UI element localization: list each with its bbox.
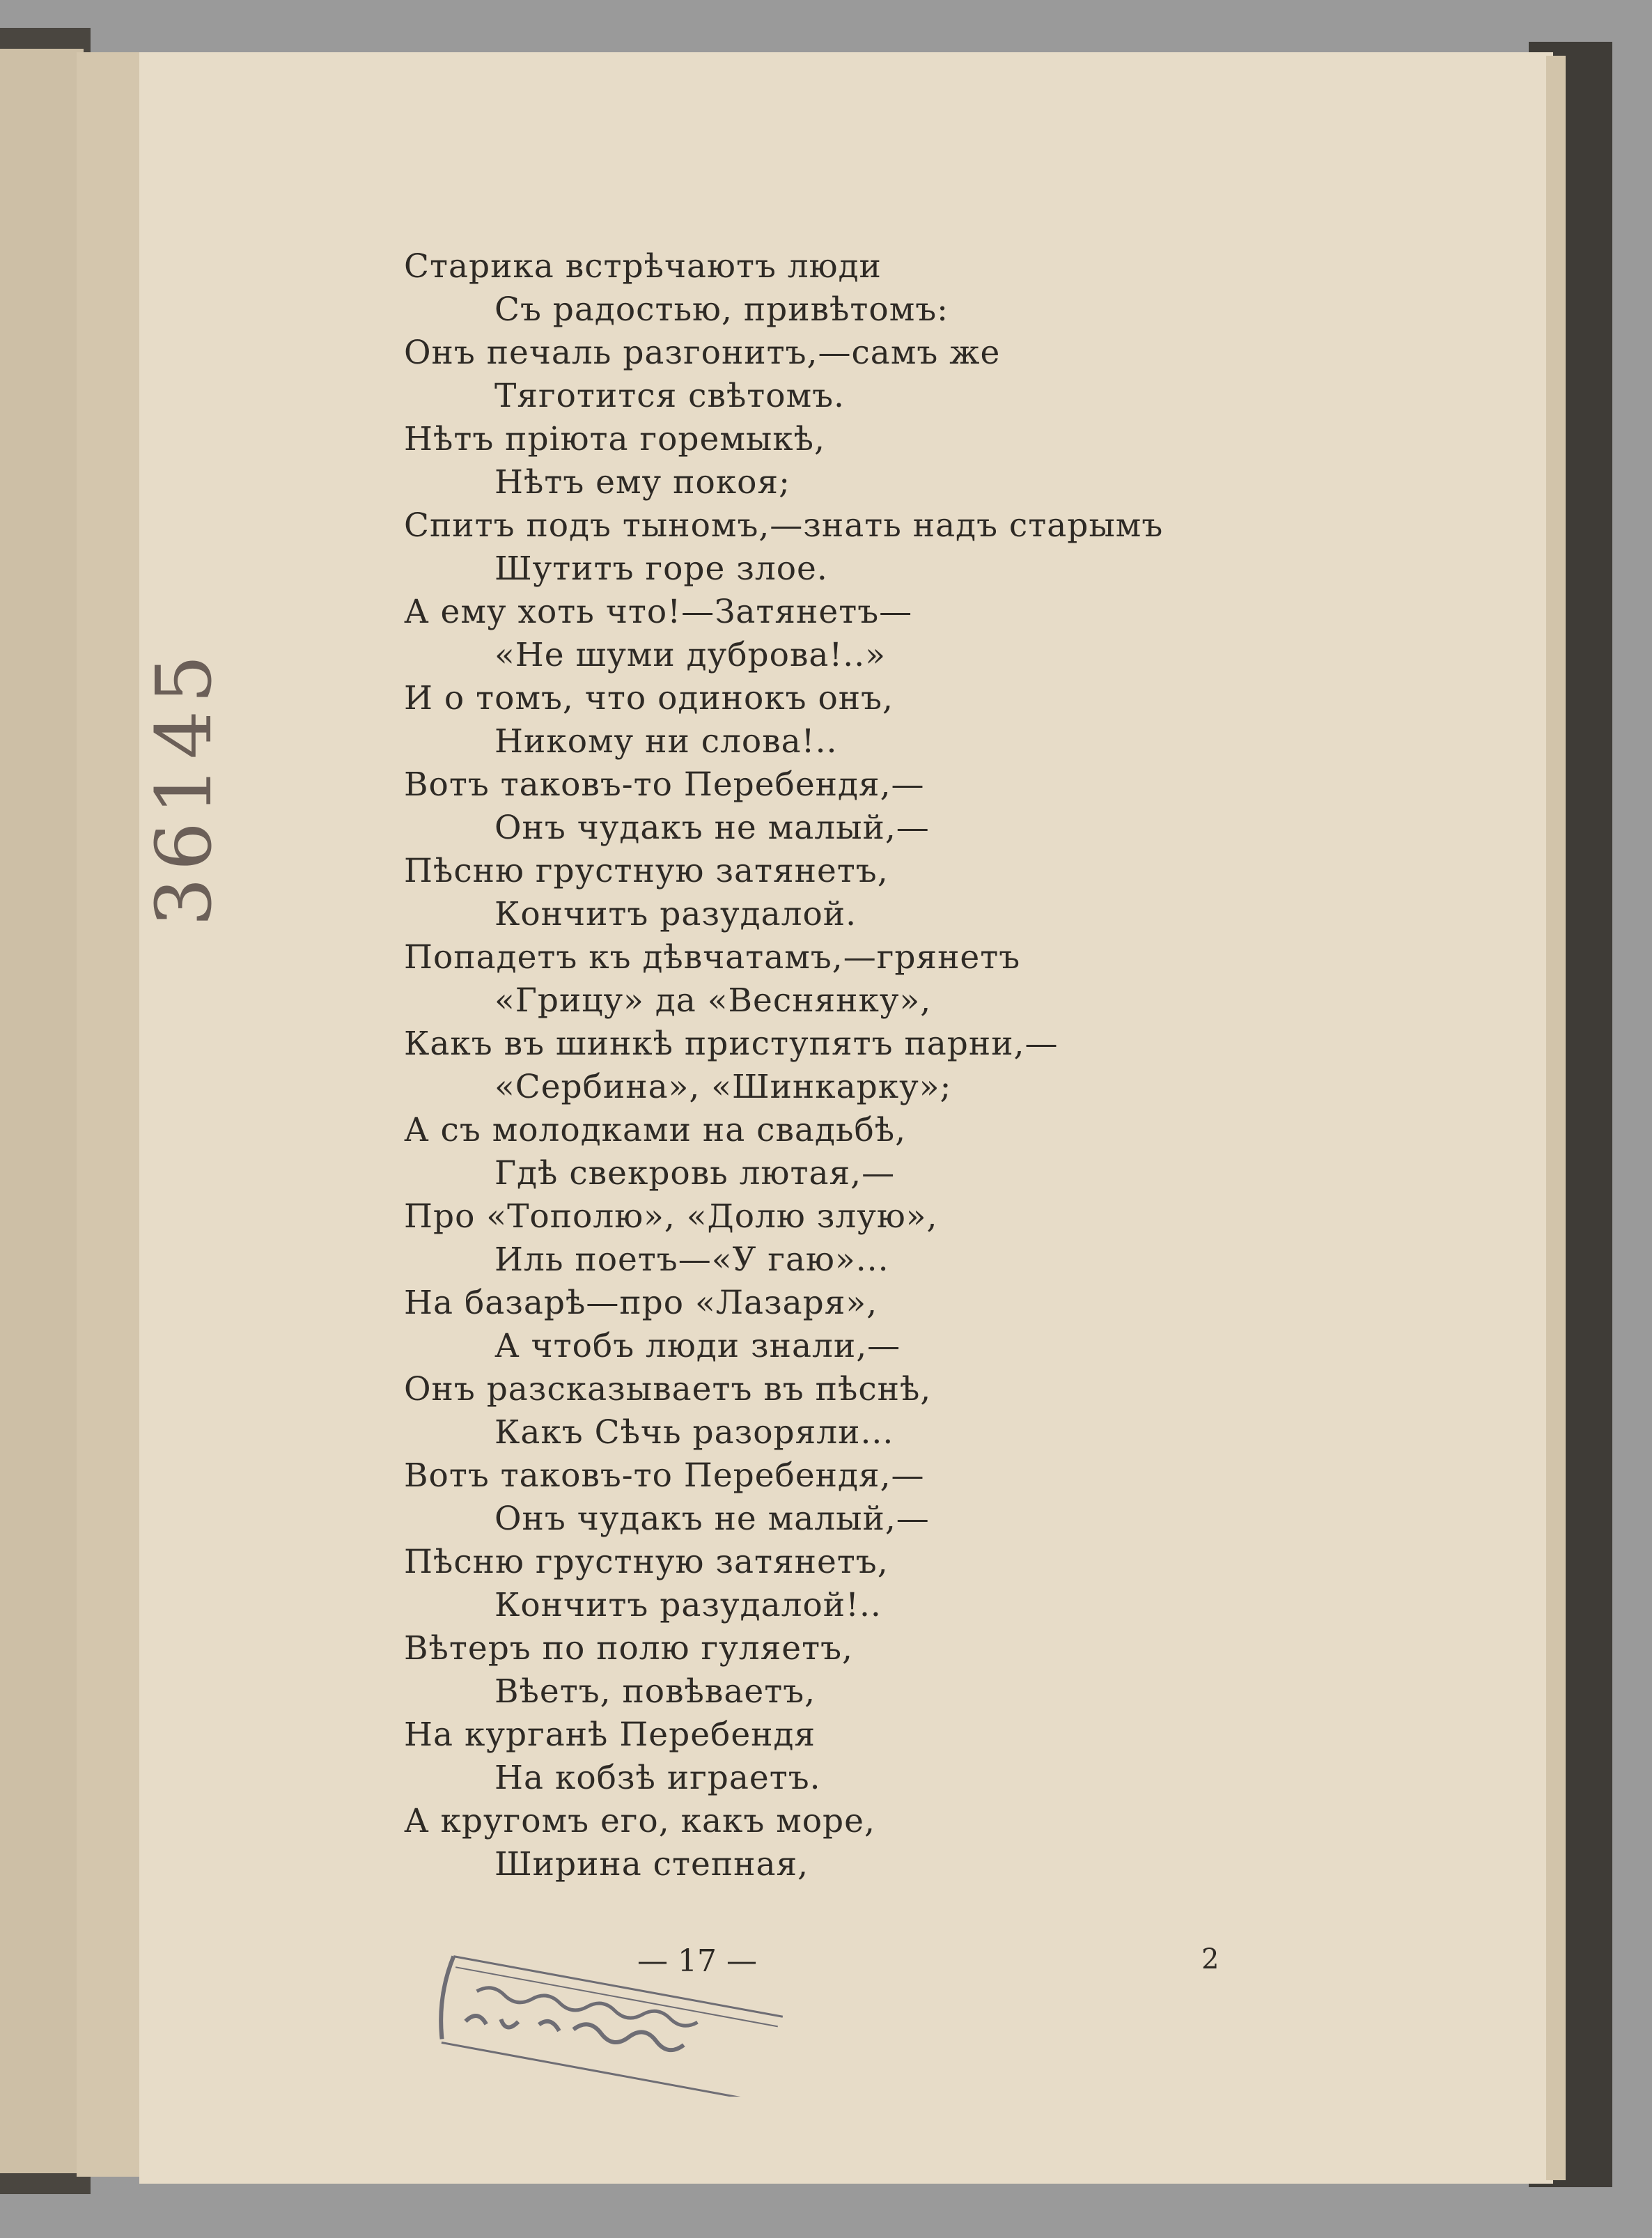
signature-mark: 2 [1201,1943,1219,1975]
poem-line: Онъ печаль разгонитъ,—самъ же [404,334,1001,372]
handwritten-inventory-number: 36145 [139,648,228,926]
library-stamp [418,1950,794,2097]
poem-line: А ему хоть что!—Затянетъ— [404,593,913,631]
poem-line: А кругомъ его, какъ море, [404,1802,875,1840]
poem-line: На курганѣ Перебендя [404,1716,816,1754]
poem-line: «Грицу» да «Веснянку», [494,981,932,1020]
poem-line: Какъ Сѣчь разоряли... [494,1413,894,1452]
poem-line: Онъ разсказываетъ въ пѣснѣ, [404,1370,932,1408]
page-number: — 17 — [637,1943,757,1979]
poem-line: Кончитъ разудалой. [494,895,857,933]
poem-line: Иль поетъ—«У гаю»... [494,1241,889,1279]
poem-line: «Сербина», «Шинкарку»; [494,1068,952,1106]
poem-line: Попадетъ къ дѣвчатамъ,—грянетъ [404,938,1021,977]
poem-line: «Не шуми дуброва!..» [494,636,886,674]
poem-line: Пѣсню грустную затянетъ, [404,1543,889,1581]
poem-line: Тяготится свѣтомъ. [494,377,845,415]
poem-line: Пѣсню грустную затянетъ, [404,852,889,890]
poem-line: Кончитъ разудалой!.. [494,1586,882,1624]
poem-line: Вотъ таковъ-то Перебендя,— [404,1456,925,1495]
poem-line: А съ молодками на свадьбѣ, [404,1111,907,1149]
poem-line: И о томъ, что одинокъ онъ, [404,679,894,717]
poem-line: Про «Тополю», «Долю злую», [404,1197,938,1236]
poem-line: На базарѣ—про «Лазаря», [404,1284,878,1322]
poem-line: Вѣетъ, повѣваетъ, [494,1672,816,1711]
poem-text [404,245,1163,1886]
poem-line: Вѣтеръ по полю гуляетъ, [404,1629,853,1668]
poem-line: Шутитъ горе злое. [494,550,828,588]
poem-line: Онъ чудакъ не малый,— [494,1500,930,1538]
poem-line: Старика встрѣчаютъ люди [404,247,882,286]
poem-line: Гдѣ свекровь лютая,— [494,1154,896,1192]
poem-line: Онъ чудакъ не малый,— [494,809,930,847]
left-page-edge [0,49,84,2173]
page-edges [1546,56,1566,2180]
poem-line: Вотъ таковъ-то Перебендя,— [404,766,925,804]
poem-line: Никому ни слова!.. [494,722,838,761]
poem-line: Нѣтъ пріюта горемыкѣ, [404,420,825,458]
poem-line: На кобзѣ играетъ. [494,1759,821,1797]
poem-line: Какъ въ шинкѣ приступятъ парни,— [404,1025,1059,1063]
poem-line: Ширина степная, [494,1845,809,1883]
poem-line: А чтобъ люди знали,— [494,1327,901,1365]
poem-line: Съ радостью, привѣтомъ: [494,290,949,329]
poem-line: Нѣтъ ему покоя; [494,463,790,502]
poem-line: Спитъ подъ тыномъ,—знать надъ старымъ [404,506,1164,545]
